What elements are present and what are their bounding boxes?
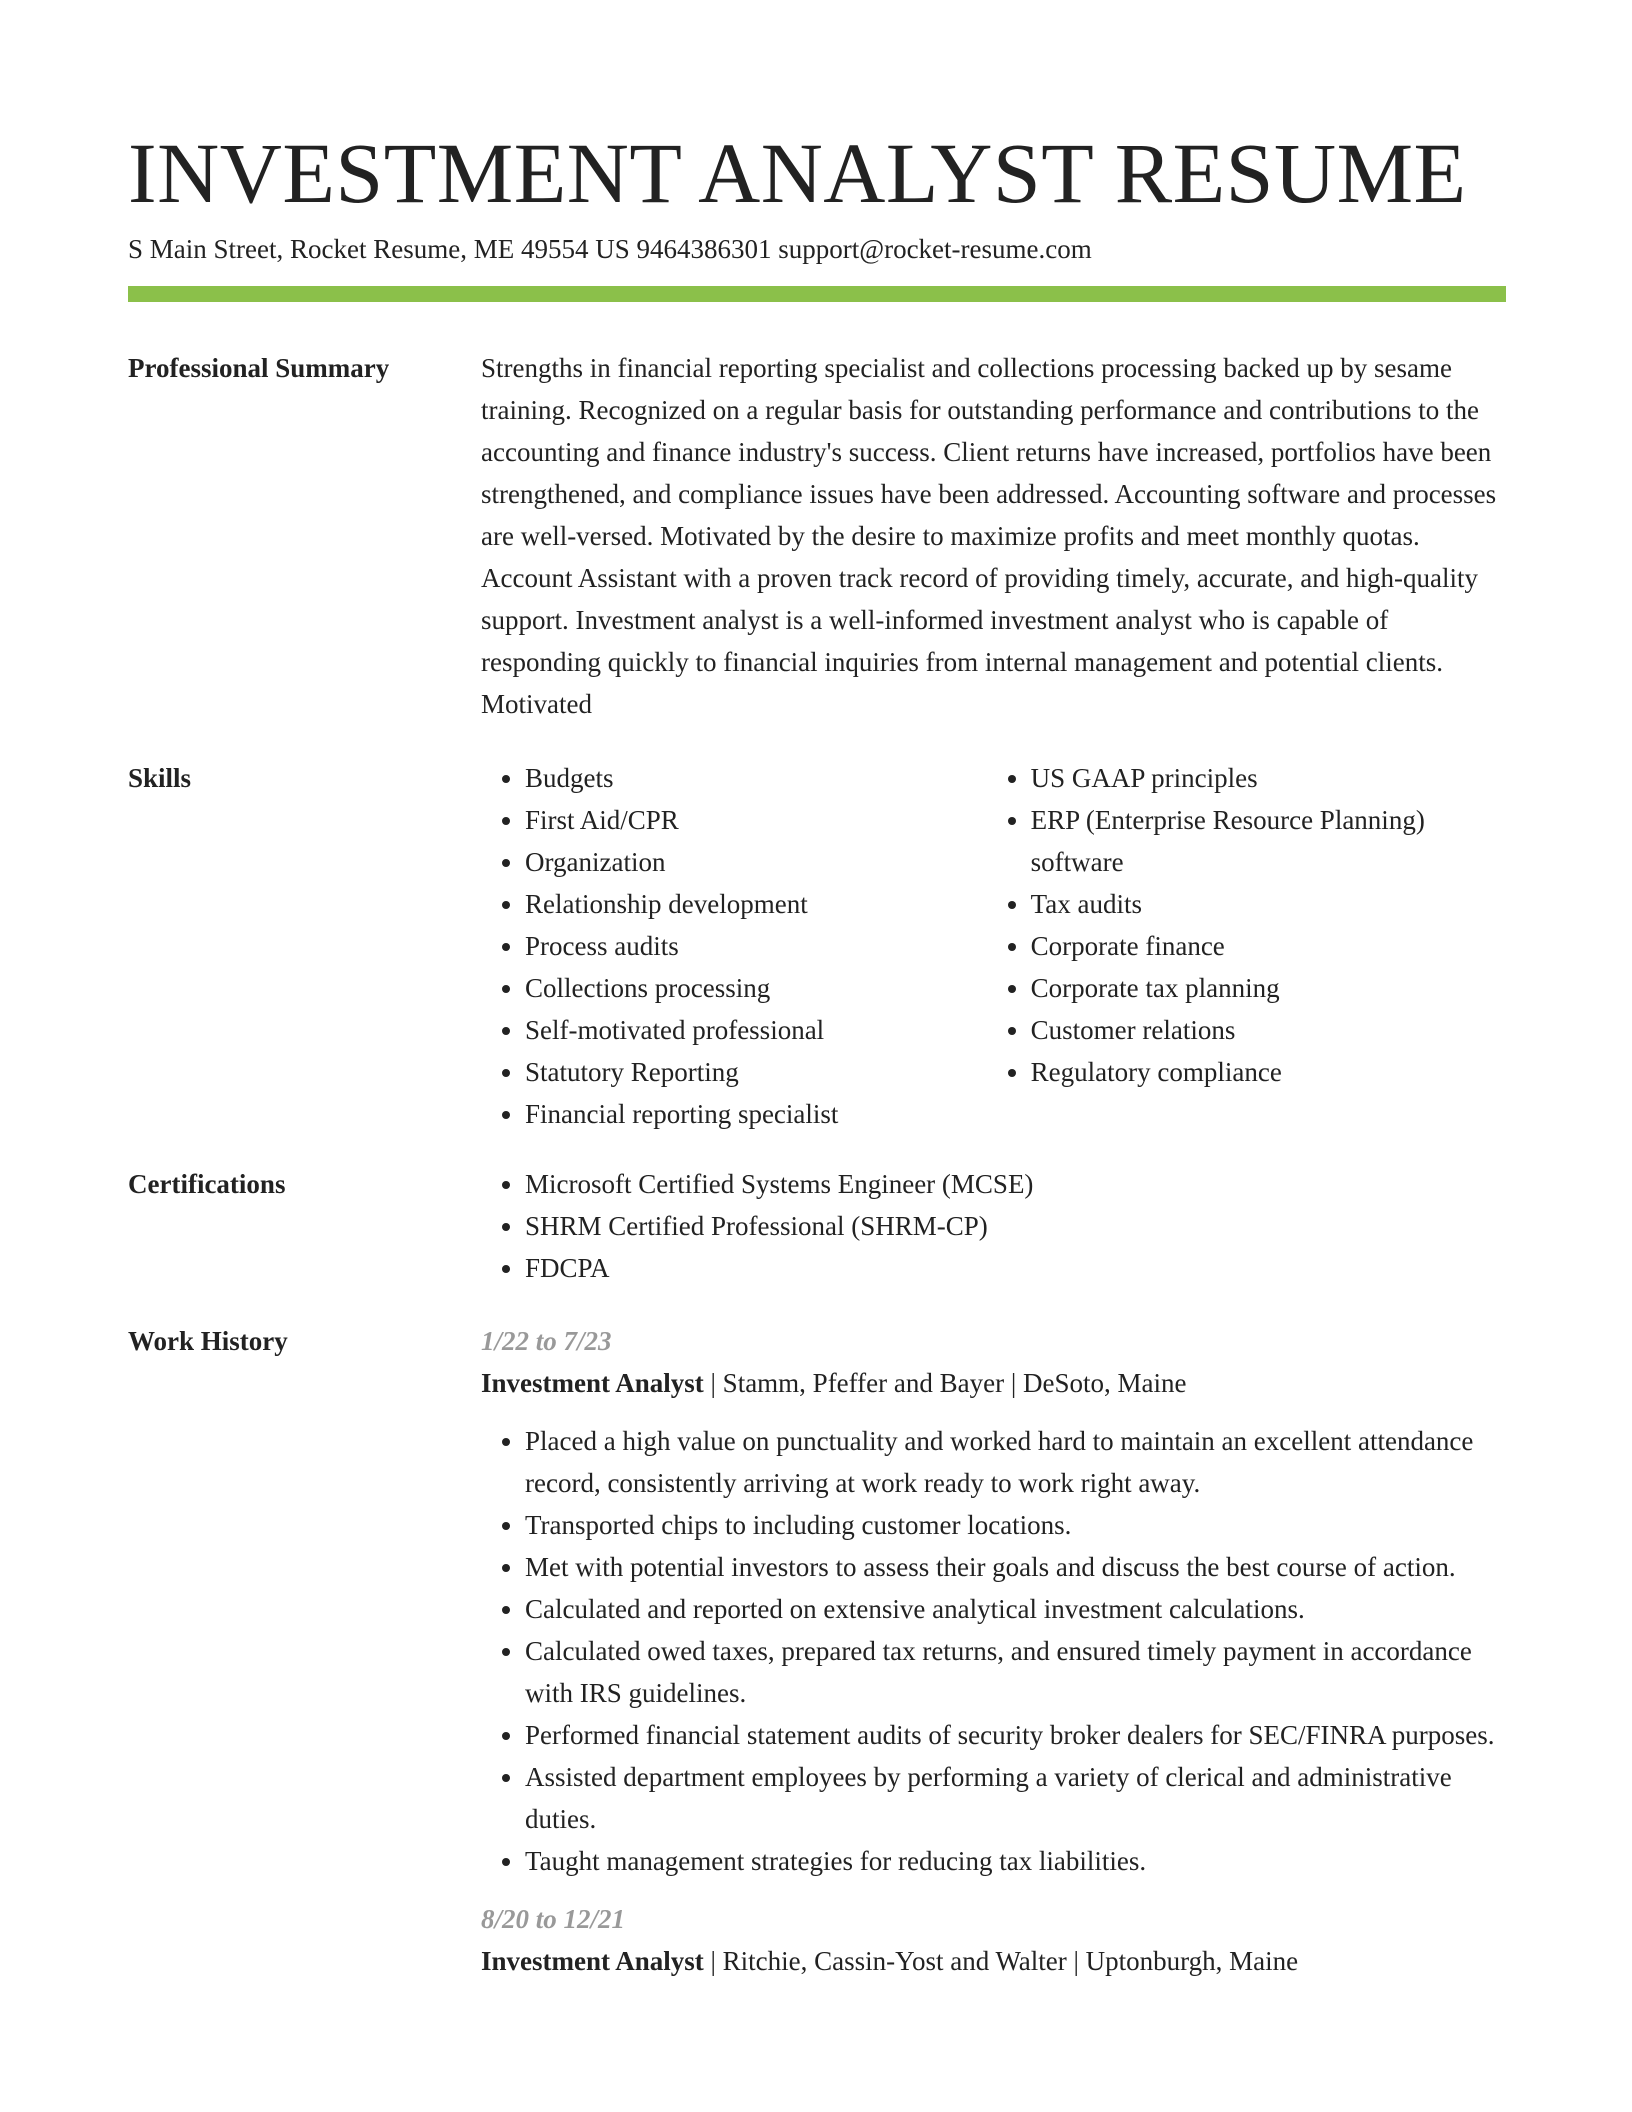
job-title: Investment Analyst: [481, 1946, 704, 1976]
certifications-body: [481, 1163, 1506, 1289]
job-entry: [481, 1898, 1506, 1982]
job-separator: |: [1004, 1368, 1023, 1398]
skill-item: • Regulatory compliance: [1031, 1051, 1506, 1093]
skill-item: • US GAAP principles: [1031, 757, 1506, 799]
skill-item: • Relationship development: [525, 883, 987, 925]
job-bullet: • Calculated owed taxes, prepared tax returns, and ensured timely payment in accordance with IRS guidelines.: [525, 1630, 1506, 1714]
work-history-body: [481, 1320, 1506, 1982]
job-bullet: • Transported chips to including customer locations.: [525, 1504, 1506, 1546]
section-label-work-history: Work History: [128, 1326, 288, 1356]
job-bullet: • Placed a high value on punctuality and worked hard to maintain an excellent attendance record, consistently arriving at work ready to work right away.: [525, 1420, 1506, 1504]
section-label-skills: Skills: [128, 763, 192, 793]
skill-item: • Statutory Reporting: [525, 1051, 987, 1093]
job-bullet: • Performed financial statement audits of security broker dealers for SEC/FINRA purposes.: [525, 1714, 1506, 1756]
job-bullet: • Met with potential investors to assess their goals and discuss the best course of action.: [525, 1546, 1506, 1588]
certification-item: • Microsoft Certified Systems Engineer (MCSE): [525, 1163, 1506, 1205]
skill-item: • Tax audits: [1031, 883, 1506, 925]
header-accent-divider: [128, 286, 1506, 302]
certifications-list: [481, 1163, 1506, 1289]
skill-item: • Financial reporting specialist: [525, 1093, 987, 1135]
job-separator: |: [703, 1946, 723, 1976]
job-entry: [481, 1320, 1506, 1882]
contact-address: S Main Street, Rocket Resume, ME 49554 US: [128, 234, 637, 264]
skill-item: • Self-motivated professional: [525, 1009, 987, 1051]
contact-email: support@rocket-resume.com: [778, 234, 1092, 264]
skill-item: • Process audits: [525, 925, 987, 967]
job-company: Ritchie, Cassin-Yost and Walter: [722, 1946, 1067, 1976]
skill-item: • Budgets: [525, 757, 987, 799]
job-separator: |: [1066, 1946, 1086, 1976]
skill-item: • Corporate tax planning: [1031, 967, 1506, 1009]
job-dates: 1/22 to 7/23: [481, 1326, 612, 1356]
resume-title: INVESTMENT ANALYST RESUME: [128, 125, 1467, 221]
skill-item: • First Aid/CPR: [525, 799, 987, 841]
contact-line: [128, 230, 1092, 268]
job-location: DeSoto, Maine: [1023, 1368, 1187, 1398]
skill-item: • Corporate finance: [1031, 925, 1506, 967]
job-bullet-list: [481, 1420, 1506, 1882]
job-dates: 8/20 to 12/21: [481, 1904, 626, 1934]
job-title: Investment Analyst: [481, 1368, 704, 1398]
skill-item: • Customer relations: [1031, 1009, 1506, 1051]
skill-item: • Collections processing: [525, 967, 987, 1009]
job-location: Uptonburgh, Maine: [1085, 1946, 1299, 1976]
job-bullet: • Assisted department employees by performing a variety of clerical and administrative duties.: [525, 1756, 1506, 1840]
skills-list-right: [987, 757, 1506, 1135]
skills-list-left: [481, 757, 987, 1135]
skill-item: • Organization: [525, 841, 987, 883]
skill-item: • ERP (Enterprise Resource Planning) software: [1031, 799, 1506, 883]
job-heading: [481, 1362, 1506, 1404]
job-bullet: • Calculated and reported on extensive analytical investment calculations.: [525, 1588, 1506, 1630]
section-label-certifications: Certifications: [128, 1169, 286, 1199]
certification-item: • FDCPA: [525, 1247, 1506, 1289]
job-separator: |: [703, 1368, 723, 1398]
job-heading: [481, 1940, 1506, 1982]
job-bullet: • Taught management strategies for reducing tax liabilities.: [525, 1840, 1506, 1882]
skills-body: [481, 757, 1506, 1135]
job-company: Stamm, Pfeffer and Bayer: [722, 1368, 1005, 1398]
summary-text: Strengths in financial reporting specialist and collections processing backed up by sesame training. Recognized on a regular basis for outstanding performance and contributions to the accounting and finance industry's success. Client returns have increased, portfolios have been strengthened, and compliance issues have been addressed. Accounting software and processes are well-versed. Motivated by the desire to maximize profits and meet monthly quotas. Account Assistant with a proven track record of providing timely, accurate, and high-quality support. Investment analyst is a well-informed investment analyst who is capable of responding quickly to financial inquiries from internal management and potential clients. Motivated: [481, 353, 1497, 719]
certification-item: • SHRM Certified Professional (SHRM-CP): [525, 1205, 1506, 1247]
summary-body: [481, 347, 1506, 725]
section-label-professional-summary: Professional Summary: [128, 353, 390, 383]
contact-phone: 9464386301: [636, 234, 779, 264]
